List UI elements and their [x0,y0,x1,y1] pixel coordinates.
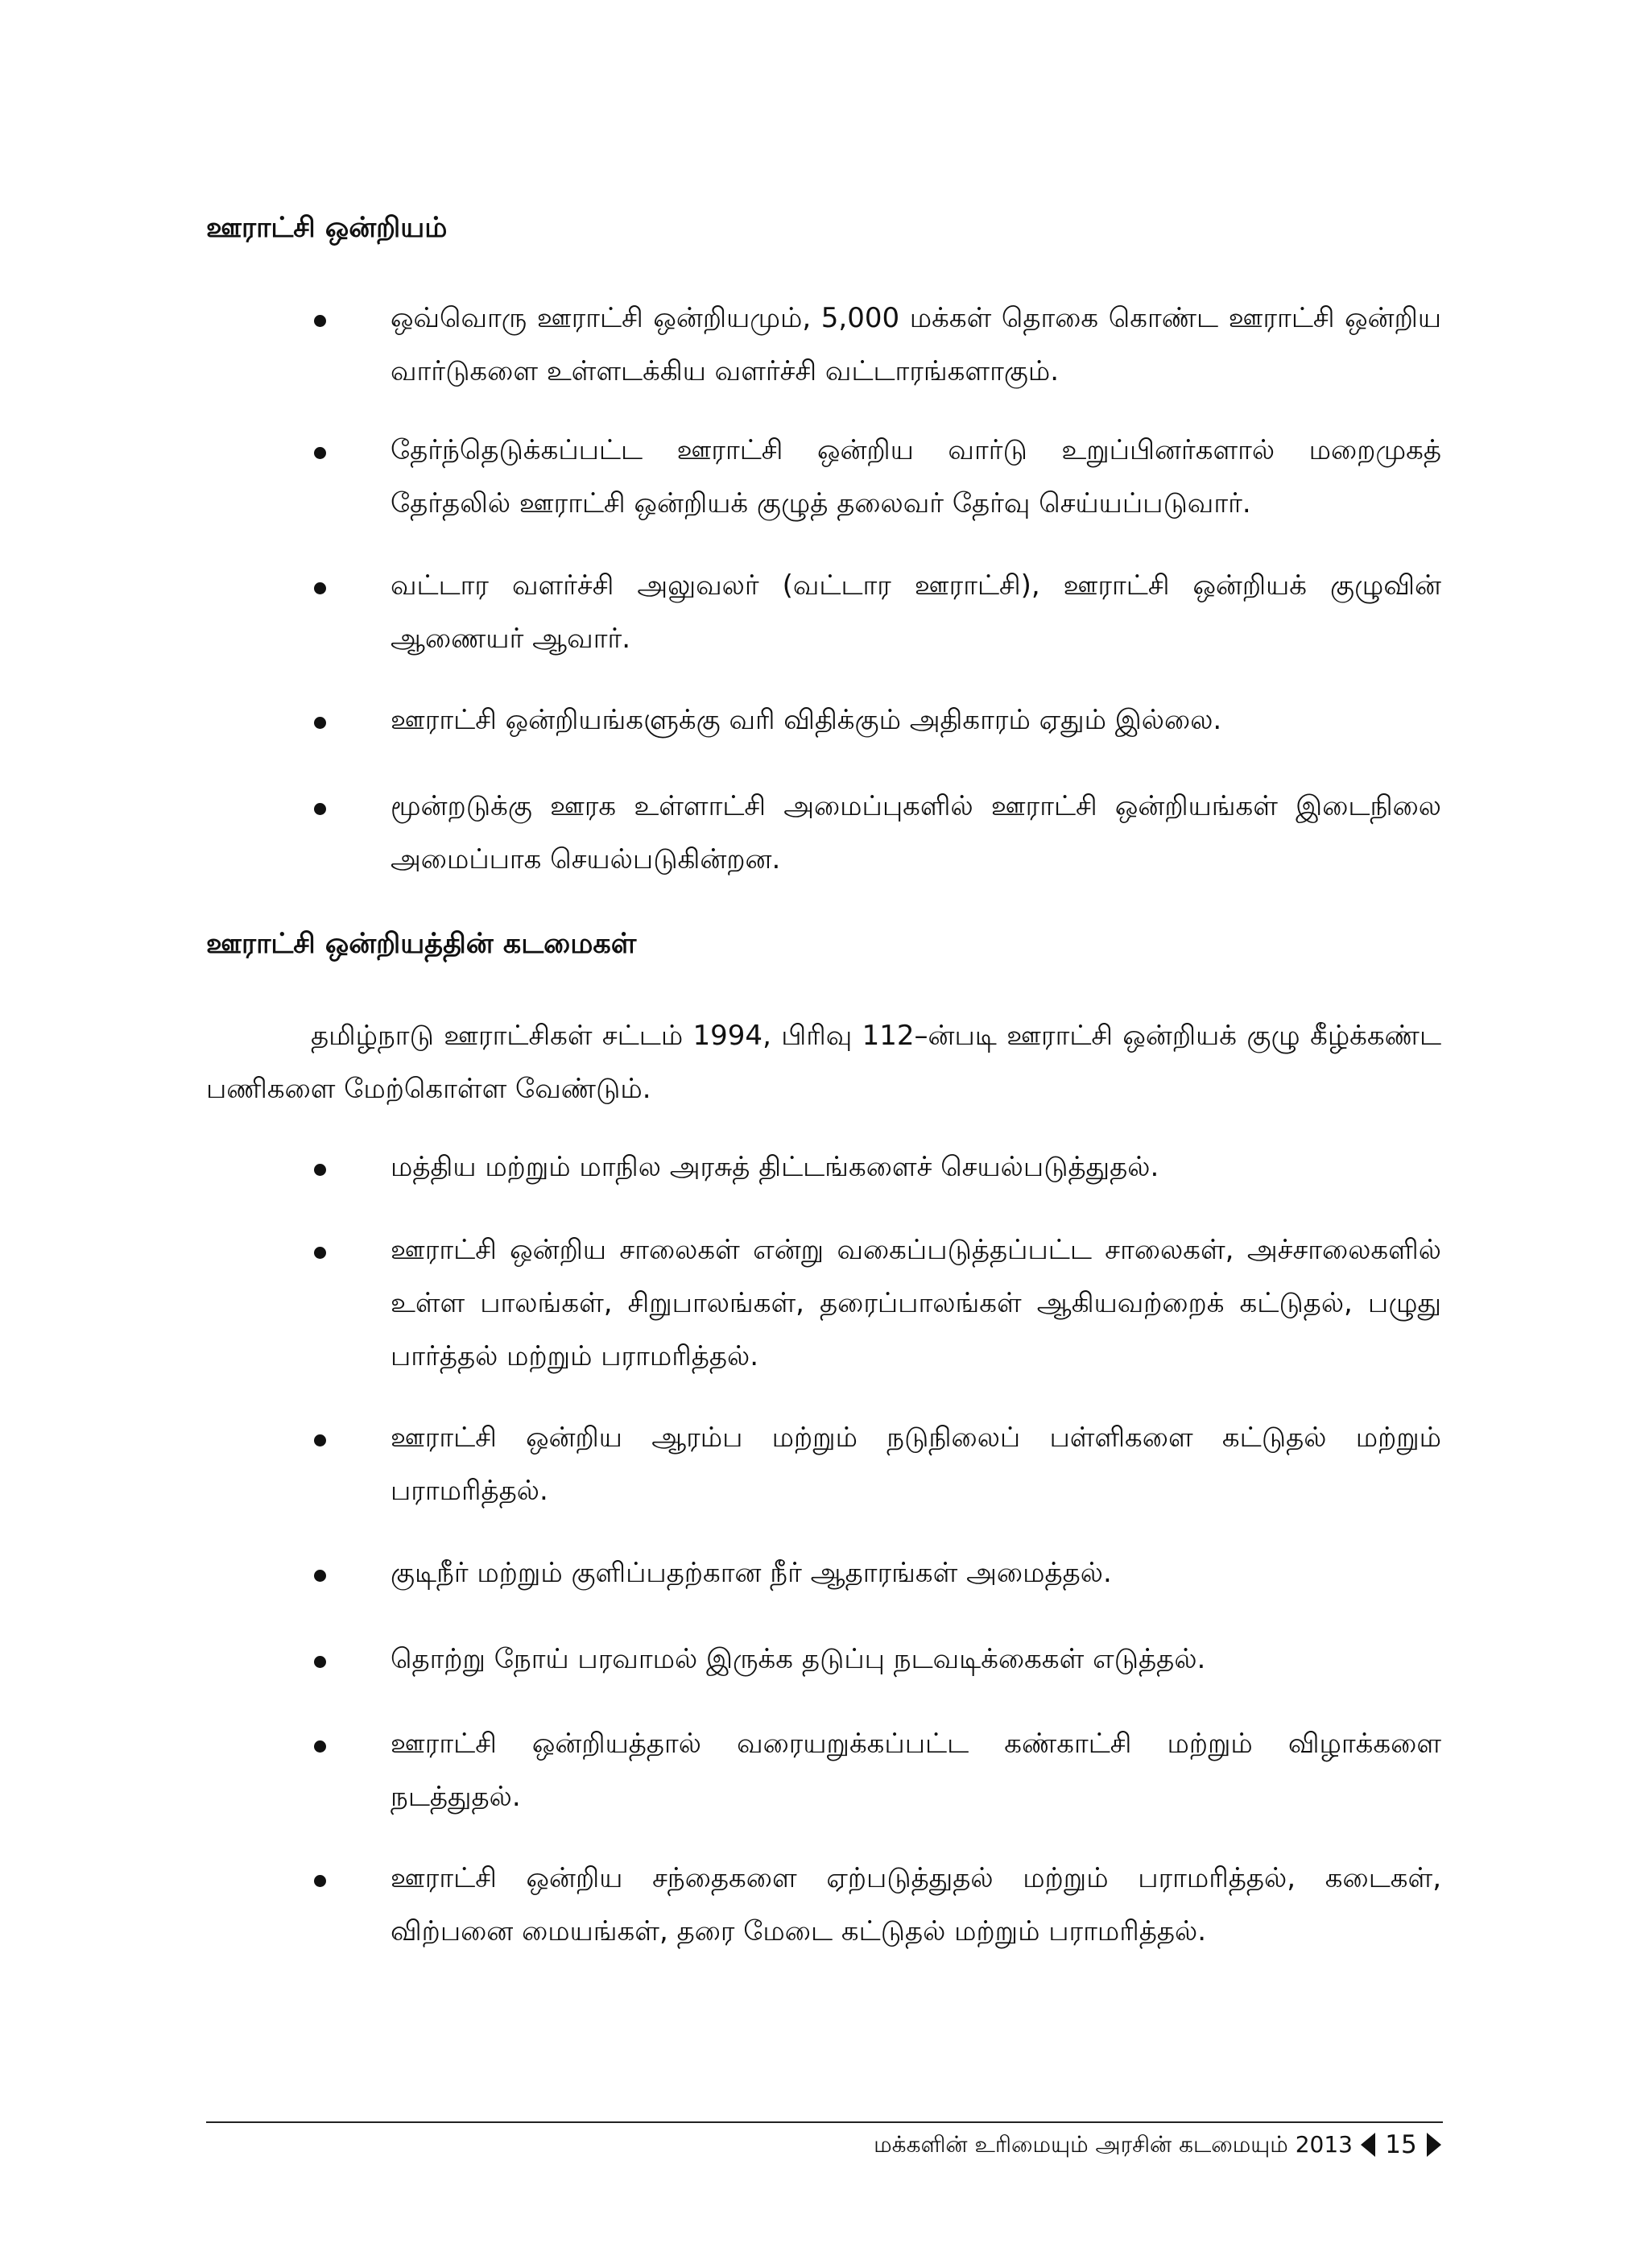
list-item-text: மூன்றடுக்கு ஊரக உள்ளாட்சி அமைப்புகளில் ஊராட்சி ஒன்றியங்கள் இடைநிலை அமைப்பாக செயல்படுகின்றன. [391,790,1441,875]
bullet-icon [314,315,326,327]
bullet-icon [314,447,326,459]
list-item-text: தேர்ந்தெடுக்கப்பட்ட ஊராட்சி ஒன்றிய வார்டு உறுப்பினர்களால் மறைமுகத் தேர்தலில் ஊராட்சி ஒன்றியக் குழுத் தலைவர் தேர்வு செய்யப்படுவார். [391,434,1441,519]
page-number-nav [1361,2127,1444,2162]
footer-book-title: மக்களின் உரிமையும் அரசின் கடமையும் 2013 [874,2131,1353,2158]
bullet-icon [314,1247,326,1259]
triangle-right-icon [1427,2133,1441,2157]
triangle-left-icon [1361,2133,1375,2157]
bullet-icon [314,1164,326,1176]
bullet-icon [314,1570,326,1582]
list-item-text: ஊராட்சி ஒன்றியங்களுக்கு வரி விதிக்கும் அதிகாரம் ஏதும் இல்லை. [391,704,1222,736]
bullet-icon [314,1875,326,1887]
list-item-text: ஊராட்சி ஒன்றியத்தால் வரையறுக்கப்பட்ட கண்காட்சி மற்றும் விழாக்களை நடத்துதல். [391,1728,1441,1813]
bullet-icon [314,582,326,594]
intro-paragraph: தமிழ்நாடு ஊராட்சிகள் சட்டம் 1994, பிரிவு 112–ன்படி ஊராட்சி ஒன்றியக் குழு கீழ்க்கண்ட பணிகளை மேற்கொள்ள வேண்டும். [206,1020,1441,1105]
footer-divider [206,2121,1443,2123]
page-number: 15 [1385,2130,1417,2159]
bullet-icon [314,717,326,729]
bullet-icon [314,1656,326,1668]
list-item-text: குடிநீர் மற்றும் குளிப்பதற்கான நீர் ஆதாரங்கள் அமைத்தல். [391,1557,1112,1589]
bullet-icon [314,1434,326,1446]
list-item-text: தொற்று நோய் பரவாமல் இருக்க தடுப்பு நடவடிக்கைகள் எடுத்தல். [391,1643,1206,1675]
section-heading-panchayat-union: ஊராட்சி ஒன்றியம் [206,212,448,244]
bullet-icon [314,1740,326,1753]
list-item-text: ஊராட்சி ஒன்றிய சந்தைகளை ஏற்படுத்துதல் மற்றும் பராமரித்தல், கடைகள், விற்பனை மையங்கள், தரை மேடை கட்டுதல் மற்றும் பராமரித்தல். [391,1862,1441,1947]
list-item-text: ஊராட்சி ஒன்றிய சாலைகள் என்று வகைப்படுத்தப்பட்ட சாலைகள், அச்சாலைகளில் உள்ள பாலங்கள், சிறுபாலங்கள், தரைப்பாலங்கள் ஆகியவற்றைக் கட்டுதல், பழுது பார்த்தல் மற்றும் பராமரித்தல். [391,1234,1441,1372]
section-heading-panchayat-union-duties: ஊராட்சி ஒன்றியத்தின் கடமைகள் [206,928,637,960]
list-item-text: மத்திய மற்றும் மாநில அரசுத் திட்டங்களைச் செயல்படுத்துதல். [391,1151,1159,1183]
list-item-text: ஊராட்சி ஒன்றிய ஆரம்ப மற்றும் நடுநிலைப் பள்ளிகளை கட்டுதல் மற்றும் பராமரித்தல். [391,1422,1441,1507]
list-item-text: ஒவ்வொரு ஊராட்சி ஒன்றியமும், 5,000 மக்கள் தொகை கொண்ட ஊராட்சி ஒன்றிய வார்டுகளை உள்ளடக்கிய வளர்ச்சி வட்டாரங்களாகும். [391,302,1441,387]
bullet-icon [314,803,326,815]
list-item-text: வட்டார வளர்ச்சி அலுவலர் (வட்டார ஊராட்சி), ஊராட்சி ஒன்றியக் குழுவின் ஆணையர் ஆவார். [391,569,1441,655]
